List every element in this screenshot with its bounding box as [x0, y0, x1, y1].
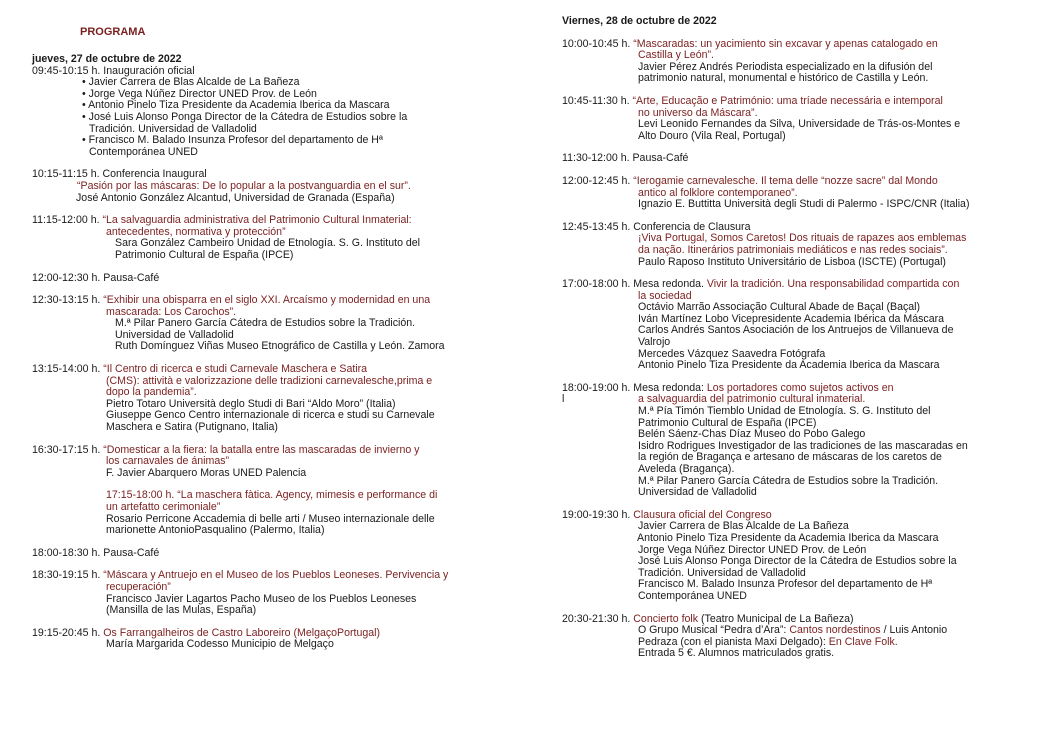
- talk-title: “Domesticar a la fiera: la batalla entre las mascaradas de invierno y: [103, 443, 420, 456]
- speaker: Francisco Javier Lagartos Pacho Museo de los Pueblos Leoneses: [106, 592, 417, 605]
- speaker: Iván Martínez Lobo Vicepresidente Academia Ibérica da Máscara: [638, 312, 945, 325]
- talk-title: “Pasión por las máscaras: De lo popular a la postvanguardia en el sur”.: [77, 179, 411, 192]
- talk-title: “Máscara y Antruejo en el Museo de los Pueblos Leoneses. Pervivencia y: [103, 569, 449, 582]
- talk-title: “Ierogamie carnevalesche. Il tema delle “nozze sacre” dal Mondo: [633, 174, 938, 187]
- talk-title-cont: dopo la pandemia”.: [106, 386, 197, 399]
- session-time: 19:00-19:30 h.: [562, 508, 631, 521]
- speaker-cont: Universidad de Valladolid: [115, 328, 234, 341]
- talk-title: Clausura oficial del Congreso: [633, 508, 772, 521]
- speaker: Paulo Raposo Instituto Universitário de Lisboa (ISCTE) (Portugal): [638, 255, 946, 268]
- talk-title-cont: mascarada: Los Carochos”.: [106, 305, 237, 318]
- speaker-cont: Alto Douro (Vila Real, Portugal): [638, 129, 786, 142]
- opening-speakers: [32, 77, 477, 158]
- session-break: 12:00-12:30 h. Pausa-Café: [32, 271, 160, 284]
- performer: Pedraza (con el pianista Maxi Delgado):: [638, 635, 826, 648]
- speaker: Rosario Perricone Accademia di belle arti / Museo internazionale delle: [106, 512, 435, 525]
- speaker: Francisco M. Balado Insunza Profesor del departamento de Hª: [638, 578, 933, 591]
- speaker: M.ª Pía Timón Tiemblo Unidad de Etnología. S. G. Instituto del: [638, 405, 931, 418]
- talk-title: “La salvaguardia administrativa del Patrimonio Cultural Inmaterial:: [102, 214, 412, 227]
- talk-title: Los portadores como sujetos activos en: [706, 381, 894, 394]
- speaker-cont: Universidad de Valladolid: [638, 486, 757, 499]
- speaker: Pietro Totaro Università deglo Studi di Bari “Aldo Moro” (Italia): [106, 397, 396, 410]
- program-title: PROGRAMA: [80, 26, 146, 38]
- session-time: 12:45-13:45 h. Conferencia de Clausura: [562, 220, 751, 233]
- session-time: 12:30-13:15 h.: [32, 294, 101, 307]
- speaker-cont: patrimonio natural, monumental e histórico de Castilla y León.: [638, 72, 929, 85]
- speaker-item: • Francisco M. Balado Insunza Profesor del departamento de Hª: [82, 134, 383, 147]
- day-heading-thursday: jueves, 27 de octubre de 2022: [32, 53, 182, 65]
- session-time: 10:00-10:45 h.: [562, 37, 631, 50]
- speaker: Javier Carrera de Blas Alcalde de La Bañeza: [638, 520, 849, 533]
- speaker: M.ª Pilar Panero García Cátedra de Estudios sobre la Tradición.: [638, 474, 939, 487]
- talk-title: Vivir la tradición. Una responsabilidad compartida con: [706, 278, 960, 291]
- speaker-cont: marionette AntonioPasqualino (Palermo, Italia): [106, 524, 325, 537]
- session-time: 19:15-20:45 h.: [32, 626, 101, 639]
- talk-title: “Arte, Educação e Património: uma tríade necessária e intemporal: [632, 94, 943, 107]
- speaker: Belén Sáenz-Chas Díaz Museo do Pobo Galego: [638, 428, 866, 441]
- stray-mark: l: [562, 393, 565, 406]
- talk-title: Concierto folk: [633, 612, 699, 625]
- speaker: María Margarida Codesso Municipio de Melgaço: [106, 638, 334, 651]
- entry-info: Entrada 5 €. Alumnos matriculados gratis.: [638, 647, 835, 660]
- speaker: Giuseppe Genco Centro internazionale di ricerca e studi su Carnevale: [106, 409, 435, 422]
- speaker: Carlos Andrés Santos Asociación de los Antruejos de Villanueva de: [638, 324, 954, 337]
- speaker-item: • Javier Carrera de Blas Alcalde de La Bañeza: [82, 76, 300, 89]
- speaker: Octávio Marrão Associação Cultural Abade de Baçal (Baçal): [638, 301, 921, 314]
- talk-title: ¡Viva Portugal, Somos Caretos! Dos rituais de rapazes aos emblemas: [638, 232, 967, 245]
- talk-title: Os Farrangalheiros de Castro Laboreiro (MelgaçoPortugal): [103, 626, 381, 639]
- session-time: 13:15-14:00 h.: [32, 363, 101, 376]
- session-time: 18:00-19:00 h. Mesa redonda:: [562, 381, 704, 394]
- talk-title: “Il Centro di ricerca e studi Carnevale Maschera e Satira: [103, 363, 368, 376]
- speaker: Jorge Vega Núñez Director UNED Prov. de León: [638, 543, 867, 556]
- speaker-cont: la región de Bragança e artesano de máscaras de los caretos de: [638, 451, 942, 464]
- speaker: Antonio Pinelo Tiza Presidente da Academia Iberica da Mascara: [637, 531, 939, 544]
- session-break: 18:00-18:30 h. Pausa-Café: [32, 546, 160, 559]
- talk-title-cont: los carnavales de ánimas”: [106, 455, 230, 468]
- performer: O Grupo Musical “Pedra d’Ara”:: [638, 624, 787, 637]
- speaker: Antonio Pinelo Tiza Presidente da Academia Iberica da Mascara: [638, 359, 940, 372]
- speaker-cont: Aveleda (Bragança).: [638, 463, 735, 475]
- talk-title-cont: antecedentes, normativa y protección”: [106, 225, 286, 238]
- talk-title-cont: la sociedad: [638, 289, 692, 302]
- speaker: Ignazio E. Buttitta Università degli Studi di Palermo - ISPC/CNR (Italia): [638, 198, 970, 211]
- speaker-cont: (Mansilla de las Mulas, España): [106, 604, 257, 617]
- speaker: F. Javier Abarquero Moras UNED Palencia: [106, 466, 307, 479]
- talk-title-cont: Castilla y León”.: [638, 49, 714, 62]
- session-break: 11:30-12:00 h. Pausa-Café: [562, 152, 689, 165]
- talk-title: 17:15-18:00 h. “La maschera fàtica. Agency, mimesis e performance di: [106, 489, 438, 502]
- session-time: 17:00-18:00 h. Mesa redonda.: [562, 278, 704, 291]
- performance-title: En Clave Folk.: [828, 635, 898, 648]
- speaker-cont: Valrojo: [638, 336, 671, 349]
- session-time: 20:30-21:30 h.: [562, 612, 631, 625]
- speaker: M.ª Pilar Panero García Cátedra de Estudios sobre la Tradición.: [115, 317, 416, 330]
- talk-title-cont: recuperación”: [106, 580, 171, 593]
- speaker-cont: Contemporánea UNED: [638, 589, 747, 602]
- session-time: 10:45-11:30 h.: [562, 94, 630, 107]
- performance-title: Cantos nordestinos: [789, 624, 881, 637]
- speaker-item: • Jorge Vega Núñez Director UNED Prov. de León: [82, 87, 317, 100]
- session-opening: 09:45-10:15 h. Inauguración oficial: [32, 64, 195, 77]
- talk-title-cont: un artefatto cerimoniale”: [106, 501, 221, 513]
- venue: (Teatro Municipal de La Bañeza): [701, 612, 854, 625]
- speaker: José Antonio González Alcantud, Universidad de Granada (España): [76, 191, 395, 204]
- session-time: 11:15-12:00 h.: [32, 214, 100, 227]
- talk-title-cont: no universo da Máscara”.: [638, 106, 758, 119]
- talk-title-cont: antico al folklore contemporaneo”.: [638, 186, 798, 199]
- speaker-cont: Tradición. Universidad de Valladolid: [638, 566, 806, 579]
- session-time: 18:30-19:15 h.: [32, 569, 101, 582]
- talk-title: “Exhibir una obisparra en el siglo XXI. Arcaísmo y modernidad en una: [103, 294, 431, 307]
- thursday-column: [32, 0, 477, 651]
- speaker: José Luis Alonso Ponga Director de la Cátedra de Estudios sobre la: [638, 555, 957, 568]
- speaker-item-cont: Tradición. Universidad de Valladolid: [89, 122, 257, 135]
- speaker: Javier Pérez Andrés Periodista especializado en la difusión del: [638, 60, 933, 73]
- friday-column: [562, 0, 1007, 660]
- speaker: Ruth Domínguez Viñas Museo Etnográfico de Castilla y León. Zamora: [115, 340, 445, 353]
- speaker-item-cont: Contemporánea UNED: [89, 145, 198, 158]
- speaker-cont: Patrimonio Cultural de España (IPCE): [115, 248, 294, 261]
- talk-title-cont: da nação. Itinerários patrimoniais mediáticos e nas redes sociais”.: [638, 243, 948, 256]
- session-time: 10:15-11:15 h. Conferencia Inaugural: [32, 168, 207, 181]
- speaker: Levi Leonido Fernandes da Silva, Universidade de Trás-os-Montes e: [638, 118, 961, 131]
- day-heading-friday: Viernes, 28 de octubre de 2022: [562, 15, 717, 27]
- speaker-cont: Patrimonio Cultural de España (IPCE): [638, 416, 817, 429]
- speaker-item: • Antonio Pinelo Tiza Presidente da Academia Iberica da Mascara: [82, 99, 390, 112]
- session-time: 12:00-12:45 h.: [562, 174, 631, 187]
- talk-title: “Mascaradas: un yacimiento sin excavar y apenas catalogado en: [633, 37, 938, 50]
- speaker: Mercedes Vázquez Saavedra Fotógrafa: [638, 347, 826, 360]
- talk-title-cont: (CMS): attività e valorizzazione delle tradizioni carnevalesche,prima e: [106, 374, 433, 387]
- speaker-cont: Maschera e Satira (Putignano, Italia): [106, 421, 278, 434]
- speaker-item: • José Luis Alonso Ponga Director de la Cátedra de Estudios sobre la: [82, 110, 408, 123]
- speaker: Sara González Cambeiro Unidad de Etnología. S. G. Instituto del: [115, 237, 421, 250]
- performer: / Luis Antonio: [883, 624, 948, 637]
- speaker: Isidro Rodrigues Investigador de las tradiciones de las mascaradas en: [638, 439, 968, 452]
- talk-title-cont: a salvaguardia del patrimonio cultural inmaterial.: [638, 393, 866, 406]
- session-time: 16:30-17:15 h.: [32, 443, 101, 456]
